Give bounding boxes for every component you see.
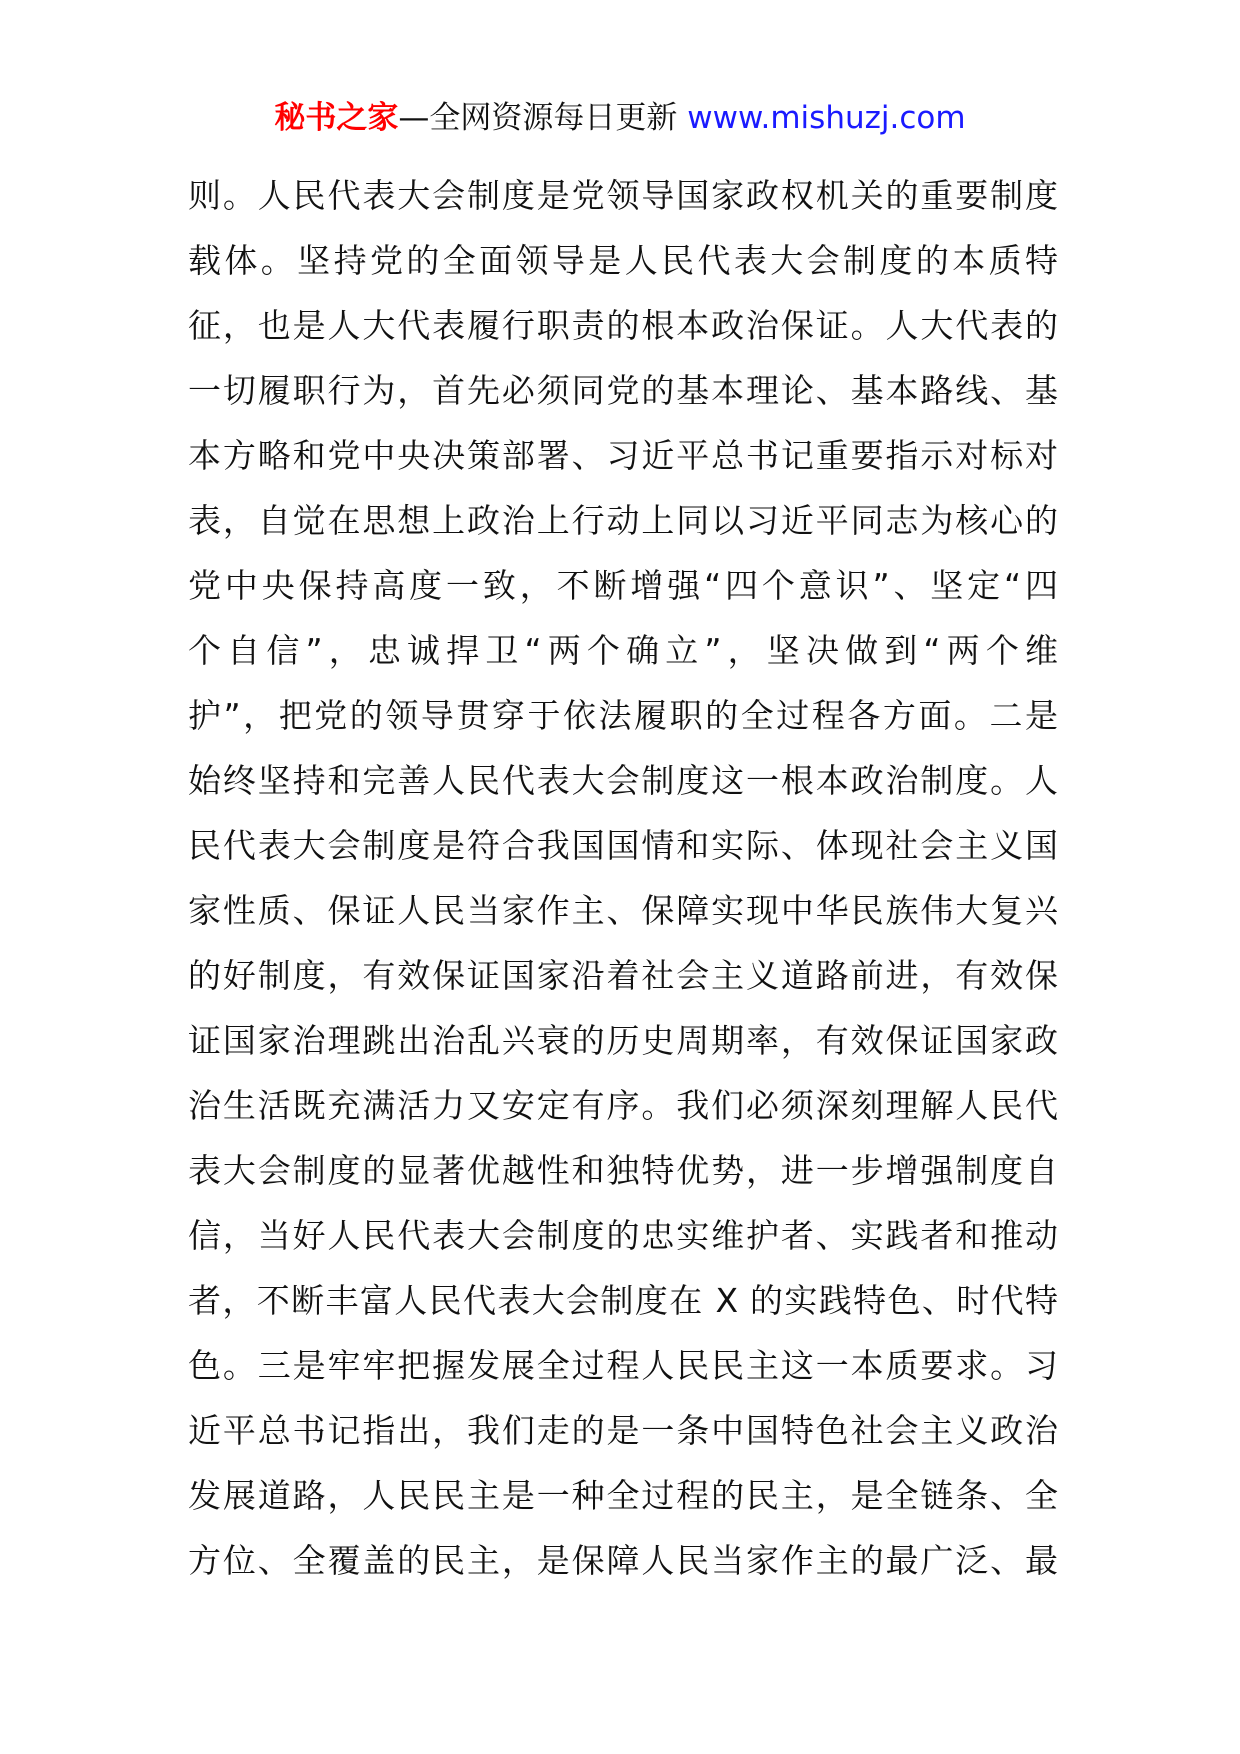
header-tagline: —全网资源每日更新 bbox=[398, 100, 678, 136]
text-line: 则。人民代表大会制度是党领导国家政权机关的重要制度 bbox=[188, 176, 1058, 215]
text-line: 本方略和党中央决策部署、习近平总书记重要指示对标对 bbox=[188, 436, 1058, 475]
text-line: 的好制度，有效保证国家沿着社会主义道路前进，有效保 bbox=[188, 956, 1058, 995]
header-url[interactable]: www.mishuzj.com bbox=[687, 100, 966, 136]
text-line: 表大会制度的显著优越性和独特优势，进一步增强制度自 bbox=[188, 1151, 1058, 1190]
text-line: 近平总书记指出，我们走的是一条中国特色社会主义政治 bbox=[188, 1411, 1058, 1450]
text-line: 个自信”，忠诚捍卫“两个确立”，坚决做到“两个维 bbox=[188, 631, 1058, 670]
text-line: 信，当好人民代表大会制度的忠实维护者、实践者和推动 bbox=[188, 1216, 1058, 1255]
text-line: 发展道路，人民民主是一种全过程的民主，是全链条、全 bbox=[188, 1476, 1058, 1515]
page-header bbox=[0, 98, 1240, 138]
text-line: 征，也是人大代表履行职责的根本政治保证。人大代表的 bbox=[188, 306, 1058, 345]
text-line: 一切履职行为，首先必须同党的基本理论、基本路线、基 bbox=[188, 371, 1058, 410]
text-line: 家性质、保证人民当家作主、保障实现中华民族伟大复兴 bbox=[188, 891, 1058, 930]
text-line: 载体。坚持党的全面领导是人民代表大会制度的本质特 bbox=[188, 241, 1058, 280]
text-line: 者，不断丰富人民代表大会制度在 X 的实践特色、时代特 bbox=[188, 1281, 1058, 1320]
text-line: 方位、全覆盖的民主，是保障人民当家作主的最广泛、最 bbox=[188, 1541, 1058, 1580]
text-line: 民代表大会制度是符合我国国情和实际、体现社会主义国 bbox=[188, 826, 1058, 865]
header-brand: 秘书之家 bbox=[274, 100, 399, 136]
text-line: 治生活既充满活力又安定有序。我们必须深刻理解人民代 bbox=[188, 1086, 1058, 1125]
text-line: 党中央保持高度一致，不断增强“四个意识”、坚定“四 bbox=[188, 566, 1058, 605]
text-line: 始终坚持和完善人民代表大会制度这一根本政治制度。人 bbox=[188, 761, 1058, 800]
text-line: 表，自觉在思想上政治上行动上同以习近平同志为核心的 bbox=[188, 501, 1058, 540]
body-text bbox=[188, 163, 1058, 1593]
text-line: 护”，把党的领导贯穿于依法履职的全过程各方面。二是 bbox=[188, 696, 1058, 735]
text-line: 色。三是牢牢把握发展全过程人民民主这一本质要求。习 bbox=[188, 1346, 1058, 1385]
text-line: 证国家治理跳出治乱兴衰的历史周期率，有效保证国家政 bbox=[188, 1021, 1058, 1060]
